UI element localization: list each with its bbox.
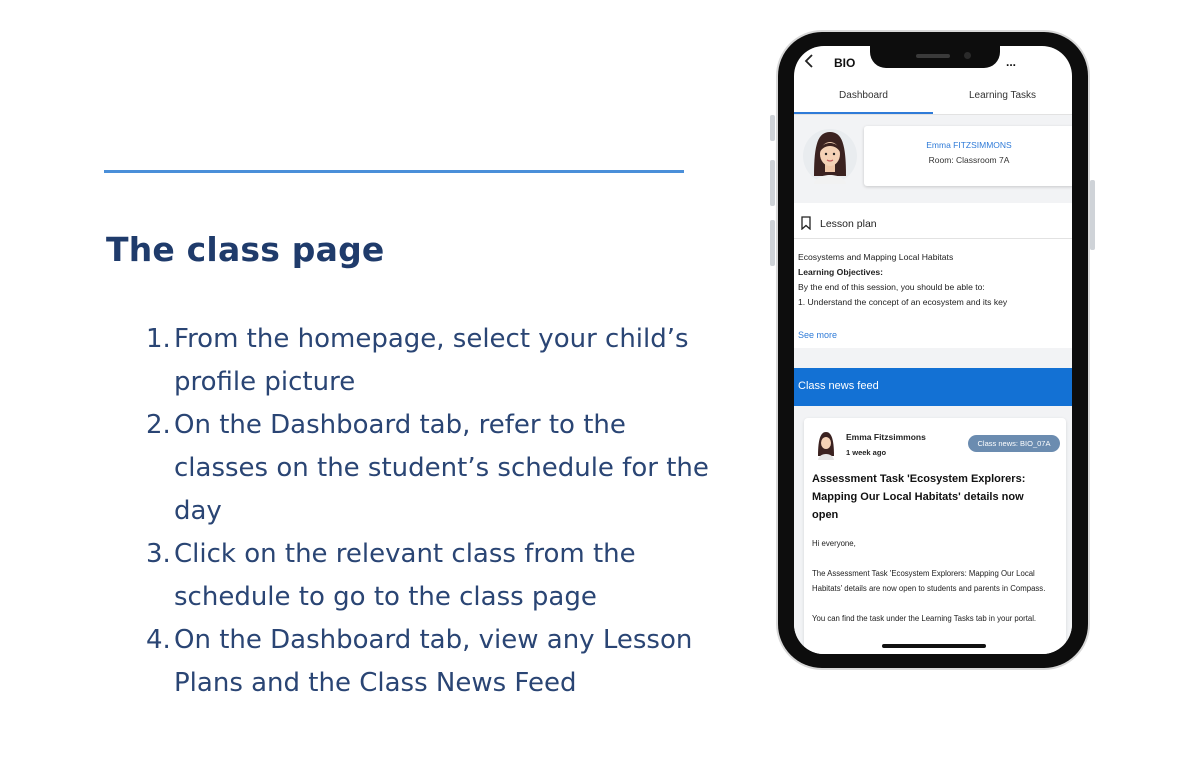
profile-card[interactable] bbox=[864, 126, 1072, 186]
step-number: 3. bbox=[146, 539, 171, 569]
speaker-grille bbox=[916, 54, 950, 58]
step-item bbox=[146, 533, 726, 619]
avatar[interactable] bbox=[802, 124, 858, 188]
news-post-card[interactable] bbox=[804, 418, 1066, 654]
step-item bbox=[146, 404, 726, 533]
step-text: Click on the relevant class from the schedule to go to the class page bbox=[174, 539, 636, 612]
phone-notch bbox=[870, 46, 1000, 68]
post-greeting: Hi everyone, bbox=[812, 539, 856, 548]
section-title: The class page bbox=[106, 230, 385, 269]
class-title: BIO bbox=[834, 56, 856, 70]
see-more-link[interactable]: See more bbox=[798, 330, 838, 340]
class-news-badge[interactable]: Class news: BIO_07A bbox=[968, 435, 1060, 452]
learning-objectives-label: Learning Objectives: bbox=[798, 267, 884, 277]
phone-mute-switch bbox=[770, 115, 775, 141]
phone-volume-down bbox=[770, 220, 775, 266]
step-number: 4. bbox=[146, 625, 171, 655]
phone-mockup bbox=[778, 32, 1088, 668]
post-paragraph: You can find the task under the Learning Tasks tab in your portal. bbox=[812, 614, 1037, 623]
step-number: 1. bbox=[146, 324, 171, 354]
step-text: On the Dashboard tab, refer to the classes on the student’s schedule for the day bbox=[174, 410, 709, 526]
camera-icon bbox=[964, 52, 971, 59]
step-number: 2. bbox=[146, 410, 171, 440]
post-title: Assessment Task 'Ecosystem Explorers: Mapping Our Local Habitats' details now open bbox=[812, 473, 1026, 521]
step-text: On the Dashboard tab, view any Lesson Plans and the Class News Feed bbox=[174, 625, 693, 698]
bookmark-icon bbox=[800, 216, 812, 235]
news-feed-title: Class news feed bbox=[798, 380, 879, 392]
step-item bbox=[146, 619, 726, 705]
student-room: Room: Classroom 7A bbox=[928, 155, 1010, 165]
phone-power-button bbox=[1090, 180, 1095, 250]
class-news-feed-header bbox=[794, 368, 1072, 406]
post-paragraph: The Assessment Task 'Ecosystem Explorers: Mapping Our Local Habitats' details are now open to students and parents in Compass. bbox=[812, 569, 1046, 593]
post-author: Emma Fitzsimmons bbox=[846, 432, 926, 442]
home-indicator bbox=[882, 644, 986, 648]
post-timestamp: 1 week ago bbox=[846, 448, 887, 457]
tab-learning-tasks[interactable]: Learning Tasks bbox=[968, 90, 1037, 101]
lesson-plan-label: Lesson plan bbox=[820, 218, 877, 230]
class-title-ellipsis: ... bbox=[1006, 55, 1017, 69]
objective-point: 1. Understand the concept of an ecosystem and its key bbox=[798, 297, 1008, 307]
step-item bbox=[146, 318, 726, 404]
post-author-avatar bbox=[814, 430, 838, 460]
section-gap bbox=[794, 348, 1072, 368]
objectives-intro: By the end of this session, you should be able to: bbox=[798, 282, 985, 292]
tab-dashboard[interactable]: Dashboard bbox=[839, 90, 888, 101]
student-name[interactable]: Emma FITZSIMMONS bbox=[926, 140, 1012, 150]
class-tabs bbox=[794, 82, 1072, 115]
instruction-steps bbox=[146, 318, 726, 705]
post-body bbox=[812, 536, 1060, 641]
lesson-plan-header[interactable] bbox=[794, 206, 1072, 239]
chevron-left-icon[interactable] bbox=[804, 54, 814, 72]
section-divider bbox=[104, 170, 684, 173]
phone-volume-up bbox=[770, 160, 775, 206]
active-tab-indicator bbox=[794, 112, 933, 114]
lesson-plan-body bbox=[798, 250, 1068, 310]
phone-screen bbox=[794, 46, 1072, 654]
step-text: From the homepage, select your child’s profile picture bbox=[174, 324, 689, 397]
lesson-topic: Ecosystems and Mapping Local Habitats bbox=[798, 252, 954, 262]
